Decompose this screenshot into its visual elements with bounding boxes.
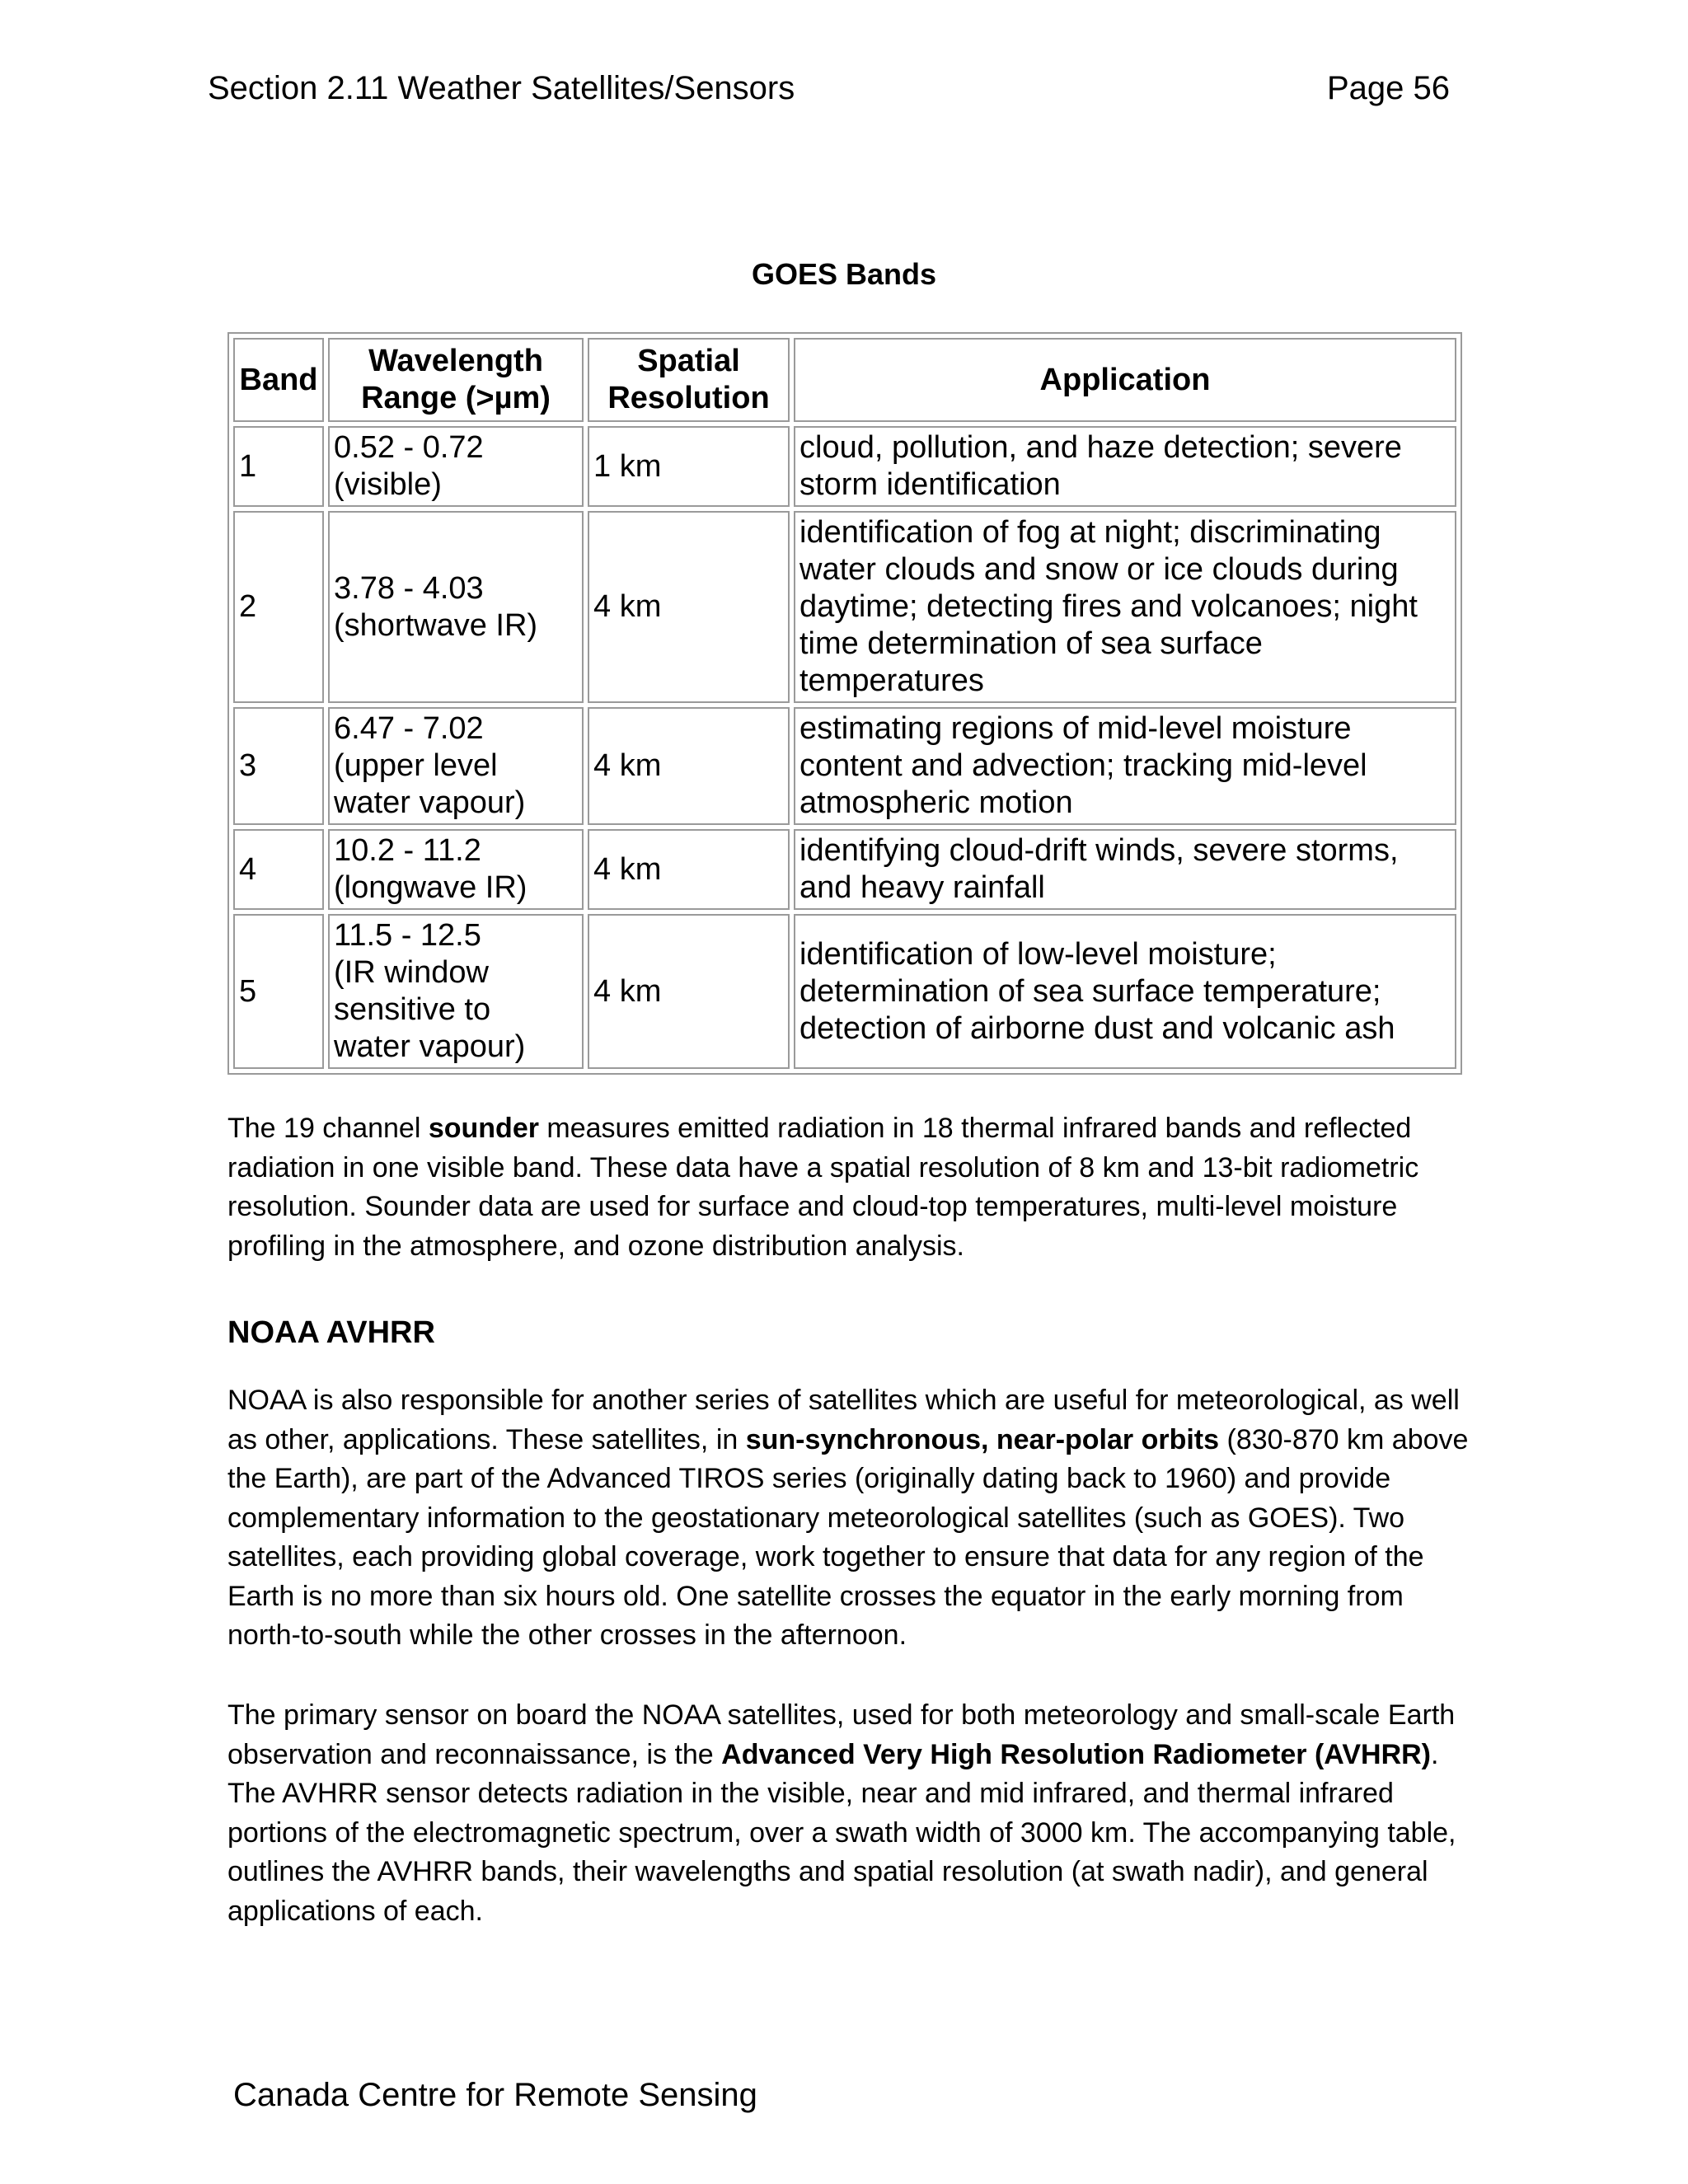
section-header: Section 2.11 Weather Satellites/Sensors: [208, 70, 795, 106]
band-cell: 1: [233, 426, 324, 507]
band-cell: 5: [233, 914, 324, 1069]
goes-bands-table: [227, 332, 1462, 1075]
application-line: estimating regions of mid-level moisture: [799, 711, 1352, 746]
wavelength-line: (longwave IR): [334, 870, 528, 905]
wavelength-line: (visible): [334, 467, 442, 502]
wavelength-line: (shortwave IR): [334, 607, 538, 643]
text-run: NOAA is also responsible for another series of satellites which are useful for meteorological, as well as other, applications. These satellites, in: [227, 1385, 1460, 1455]
wavelength-line: 6.47 - 7.02: [334, 711, 484, 746]
noaa-avhrr-heading: NOAA AVHRR: [227, 1315, 435, 1350]
resolution-cell: 4 km: [588, 511, 790, 703]
wavelength-cell: [328, 914, 584, 1069]
text-run: (830-870 km above the Earth), are part of the Advanced TIROS series (originally dating back to 1960) and provide complementary information to the geostationary meteorological satellites (such as GOES). Two satellites, each providing global coverage, work together to ensure that data for any region of the Earth is no more than six hours old. One satellite crosses the equator in the early morning from north-to-south while the other crosses in the afternoon.: [227, 1423, 1469, 1651]
wavelength-cell: [328, 426, 584, 507]
application-line: atmospheric motion: [799, 785, 1073, 820]
application-line: detection of airborne dust and volcanic ash: [799, 1010, 1395, 1046]
resolution-cell: 4 km: [588, 707, 790, 825]
header-wavelength-line1: Wavelength: [368, 344, 543, 378]
application-line: content and advection; tracking mid-level: [799, 748, 1367, 783]
bold-term: Advanced Very High Resolution Radiometer (AVHRR): [721, 1738, 1431, 1770]
table-row: [233, 829, 1456, 910]
bold-term: sun-synchronous, near-polar orbits: [745, 1423, 1220, 1455]
wavelength-cell: [328, 707, 584, 825]
header-application: Application: [794, 338, 1456, 422]
wavelength-line: 10.2 - 11.2: [334, 833, 481, 868]
noaa-paragraph: [227, 1381, 1472, 1656]
application-cell: [794, 707, 1456, 825]
bold-term: sounder: [428, 1113, 539, 1144]
application-cell: [794, 914, 1456, 1069]
header-wavelength: [328, 338, 584, 422]
application-line: identification of fog at night; discriminating: [799, 515, 1381, 550]
table-row: [233, 707, 1456, 825]
application-line: identifying cloud-drift winds, severe storms,: [799, 833, 1399, 868]
table-title: GOES Bands: [751, 257, 937, 291]
application-cell: [794, 511, 1456, 703]
text-run: . The AVHRR sensor detects radiation in the visible, near and mid infrared, and thermal infrared portions of the electromagnetic spectrum, over a swath width of 3000 km. The accompanying table, outlines the AVHRR bands, their wavelengths and spatial resolution (at swath nadir), and general applications of each.: [227, 1738, 1456, 1927]
application-line: and heavy rainfall: [799, 870, 1045, 905]
wavelength-cell: [328, 511, 584, 703]
page-number: Page 56: [1327, 70, 1451, 106]
wavelength-line: water vapour): [334, 785, 526, 820]
wavelength-line: water vapour): [334, 1029, 526, 1064]
wavelength-line: 11.5 - 12.5: [334, 918, 481, 953]
header-spatial-resolution: [588, 338, 790, 422]
application-line: storm identification: [799, 467, 1061, 502]
avhrr-paragraph: [227, 1696, 1472, 1931]
wavelength-line: 0.52 - 0.72: [334, 430, 484, 465]
application-cell: [794, 426, 1456, 507]
header-wavelength-line2: Range (>µm): [361, 381, 551, 415]
text-run: The primary sensor on board the NOAA satellites, used for both meteorology and small-scale Earth observation and reconnaissance, is the: [227, 1699, 1456, 1770]
band-cell: 4: [233, 829, 324, 910]
sounder-paragraph: [227, 1109, 1472, 1266]
wavelength-line: (upper level: [334, 748, 498, 783]
application-line: water clouds and snow or ice clouds during: [799, 552, 1399, 587]
footer-organization: Canada Centre for Remote Sensing: [233, 2077, 757, 2113]
resolution-cell: 4 km: [588, 829, 790, 910]
resolution-cell: 4 km: [588, 914, 790, 1069]
application-line: cloud, pollution, and haze detection; severe: [799, 430, 1402, 465]
band-cell: 3: [233, 707, 324, 825]
wavelength-line: 3.78 - 4.03: [334, 570, 484, 606]
application-line: daytime; detecting fires and volcanoes; night: [799, 589, 1418, 624]
application-line: identification of low-level moisture;: [799, 936, 1277, 972]
wavelength-line: (IR window: [334, 955, 489, 990]
resolution-cell: 1 km: [588, 426, 790, 507]
header-spatial-line1: Spatial: [637, 344, 740, 378]
band-cell: 2: [233, 511, 324, 703]
table-row: [233, 426, 1456, 507]
header-band: Band: [233, 338, 324, 422]
wavelength-line: sensitive to: [334, 992, 491, 1027]
table-row: [233, 914, 1456, 1069]
application-cell: [794, 829, 1456, 910]
wavelength-cell: [328, 829, 584, 910]
table-header-row: [233, 338, 1456, 422]
header-spatial-line2: Resolution: [607, 381, 770, 415]
text-run: measures emitted radiation in 18 thermal infrared bands and reflected radiation in one visible band. These data have a spatial resolution of 8 km and 13-bit radiometric resolution. Sounder data are used for surface and cloud-top temperatures, multi-level moisture profiling in the atmosphere, and ozone distribution analysis.: [227, 1113, 1419, 1262]
application-line: time determination of sea surface: [799, 626, 1263, 661]
table-row: [233, 511, 1456, 703]
text-run: The 19 channel: [227, 1113, 429, 1144]
application-line: temperatures: [799, 663, 984, 698]
application-line: determination of sea surface temperature;: [799, 973, 1381, 1009]
